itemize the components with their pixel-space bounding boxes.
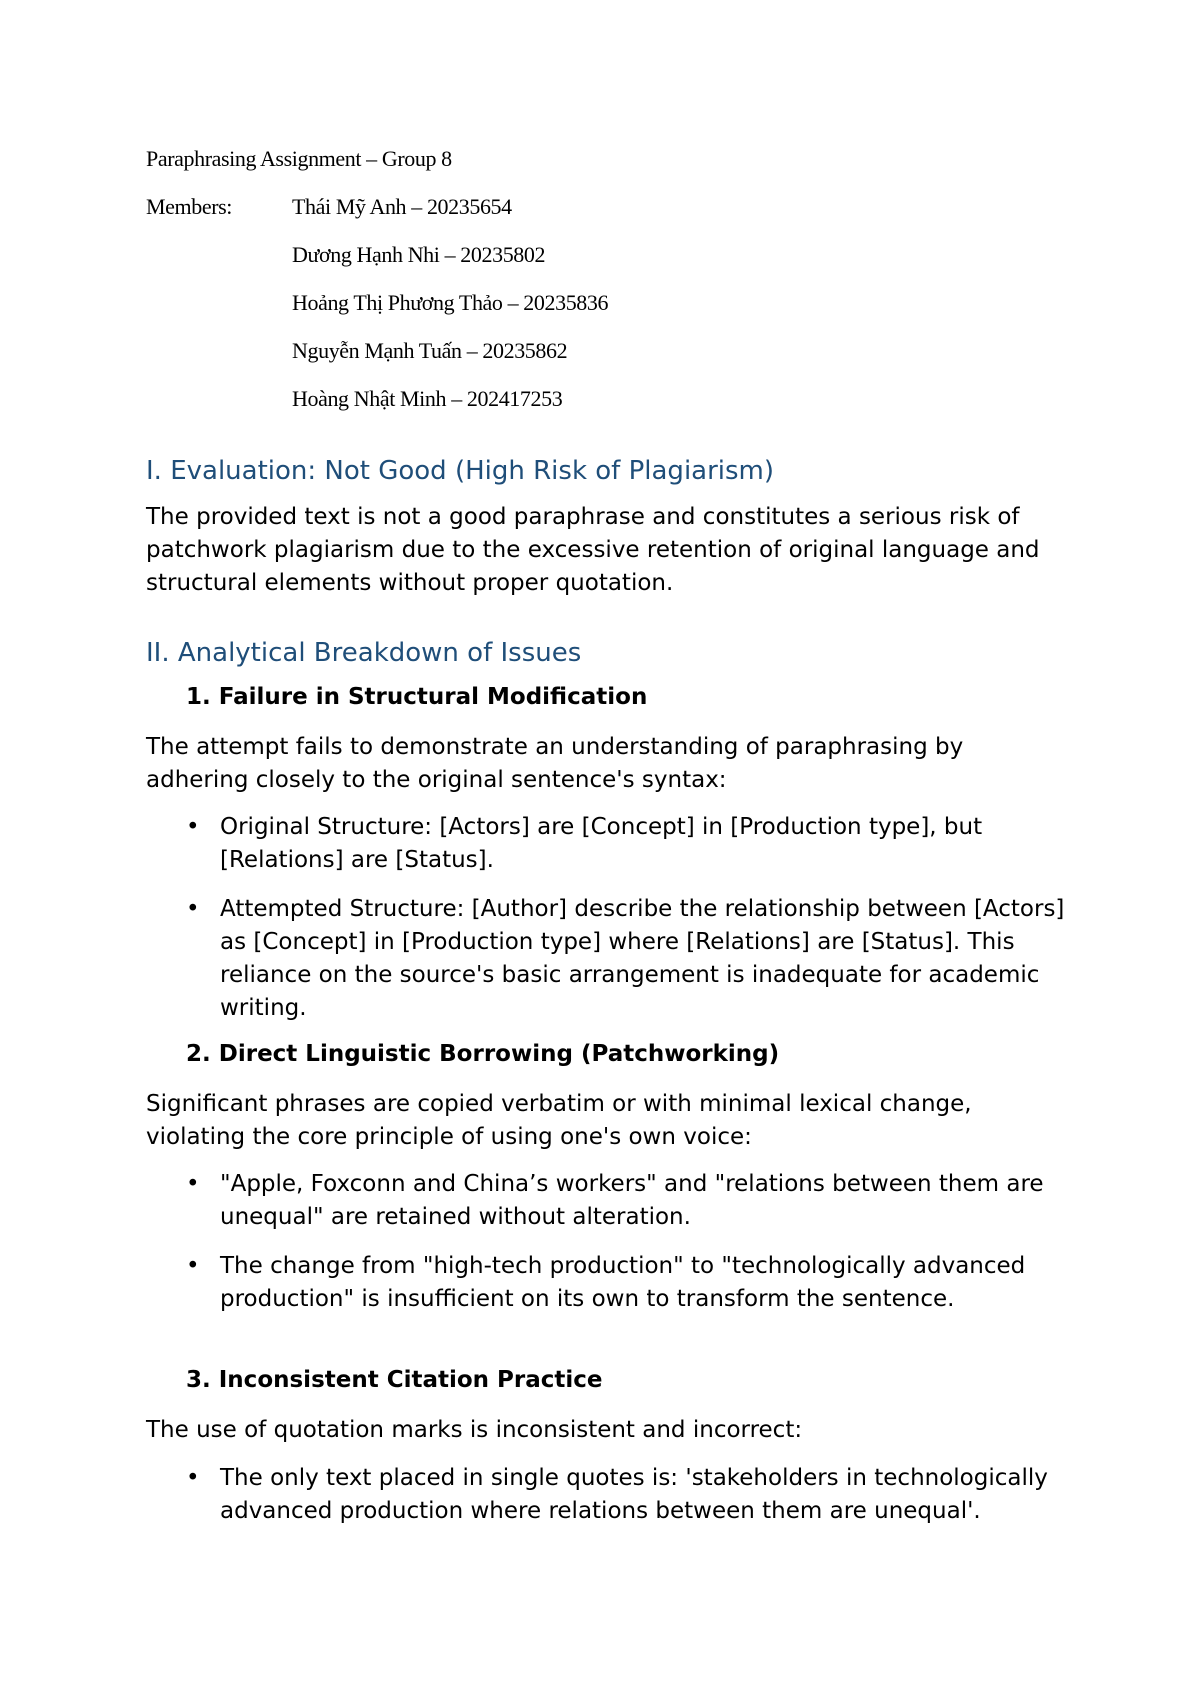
bullet-icon: • (186, 1171, 200, 1197)
member-5: Hoàng Nhật Minh – 202417253 (292, 386, 563, 411)
list-item-text: "Apple, Foxconn and China’s workers" and "relations between them are unequal" are retained without alteration. (220, 1171, 1044, 1230)
subsection-3-intro: The use of quotation marks is inconsistent and incorrect: (146, 1417, 803, 1443)
subsection-1-heading: 1. Failure in Structural Modification (186, 684, 648, 710)
list-item-text: Attempted Structure: [Author] describe the relationship between [Actors] as [Concept] in [Production type] where [Relations] are [Status]. This reliance on the source's basic arrangement is inadequate for academic writing. (220, 896, 1065, 1021)
subsection-2-heading: 2. Direct Linguistic Borrowing (Patchworking) (186, 1041, 780, 1067)
subsection-3-heading: 3. Inconsistent Citation Practice (186, 1367, 603, 1393)
subsection-2-intro: Significant phrases are copied verbatim or with minimal lexical change, violating the core principle of using one's own voice: (146, 1091, 972, 1150)
subsection-1-intro: The attempt fails to demonstrate an understanding of paraphrasing by adhering closely to the original sentence's syntax: (146, 734, 964, 793)
assignment-title: Paraphrasing Assignment – Group 8 (146, 146, 452, 171)
member-1: Thái Mỹ Anh – 20235654 (292, 194, 512, 219)
list-item (186, 811, 1066, 877)
bullet-icon: • (186, 1253, 200, 1279)
member-2: Dương Hạnh Nhi – 20235802 (292, 242, 546, 267)
member-3: Hoảng Thị Phương Thảo – 20235836 (292, 290, 609, 315)
section-1-body: The provided text is not a good paraphrase and constitutes a serious risk of patchwork plagiarism due to the excessive retention of original language and structural elements without proper quotation. (146, 504, 1040, 596)
bullet-icon: • (186, 1465, 200, 1491)
bullet-icon: • (186, 814, 200, 840)
list-item (186, 1462, 1066, 1528)
list-item (186, 1250, 1066, 1316)
member-4: Nguyễn Mạnh Tuấn – 20235862 (292, 338, 568, 363)
members-label: Members: (146, 194, 233, 219)
section-2-heading: II. Analytical Breakdown of Issues (146, 638, 582, 668)
list-item (186, 893, 1066, 1025)
list-item-text: The change from "high-tech production" to "technologically advanced production" is insufficient on its own to transform the sentence. (220, 1253, 1026, 1312)
list-item-text: Original Structure: [Actors] are [Concept] in [Production type], but [Relations] are [Status]. (220, 814, 983, 873)
section-1-heading: I. Evaluation: Not Good (High Risk of Plagiarism) (146, 456, 775, 486)
bullet-icon: • (186, 896, 200, 922)
list-item (186, 1168, 1066, 1234)
list-item-text: The only text placed in single quotes is: 'stakeholders in technologically advanced production where relations between them are unequal'. (220, 1465, 1048, 1524)
